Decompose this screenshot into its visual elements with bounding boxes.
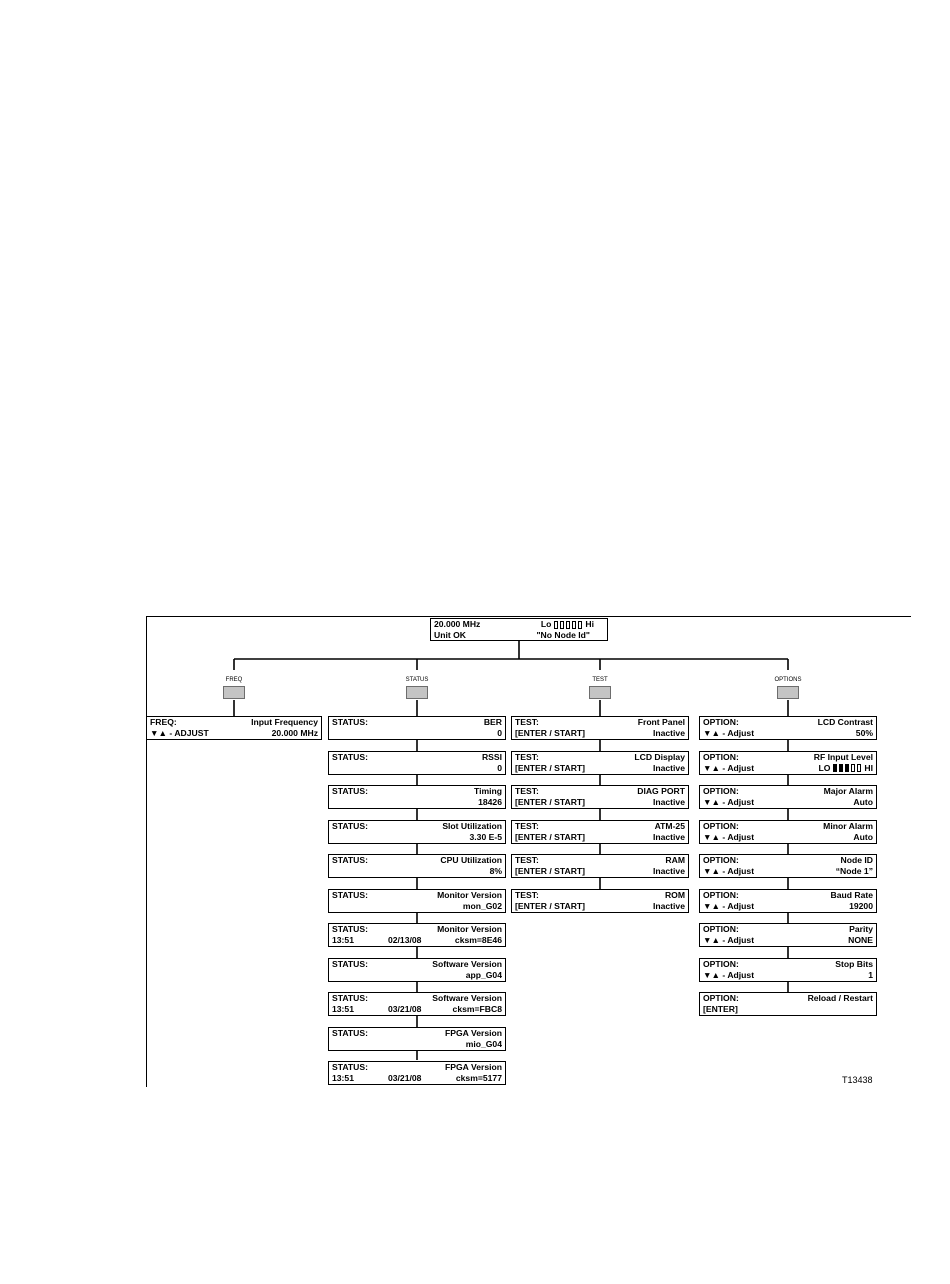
- test-state: Inactive: [652, 797, 685, 807]
- test-state: Inactive: [652, 762, 685, 773]
- status-display-5: [328, 889, 506, 913]
- display-row: [515, 717, 685, 728]
- display-row: [703, 935, 873, 946]
- display-row: [332, 970, 502, 981]
- status-value: 8%: [489, 866, 502, 876]
- display-row: [332, 1028, 502, 1039]
- test-title: TEST:: [515, 855, 539, 865]
- display-row: [703, 763, 873, 774]
- level-segment: [566, 621, 570, 629]
- status-title: STATUS:: [332, 786, 368, 796]
- status-display-3: [328, 820, 506, 844]
- display-row: [703, 901, 873, 912]
- display-row: [703, 832, 873, 843]
- option-item: RF Input Level: [813, 751, 873, 762]
- test-title: TEST:: [515, 889, 539, 900]
- option-display-8: [699, 992, 877, 1016]
- rf-level-segment: [839, 764, 843, 772]
- test-title: TEST:: [515, 717, 539, 727]
- display-row: [150, 728, 318, 739]
- display-row: [703, 959, 873, 970]
- status-display-1: [328, 751, 506, 775]
- test-state: Inactive: [652, 900, 685, 911]
- level-segment: [572, 621, 576, 629]
- status-title: STATUS:: [332, 1027, 368, 1038]
- status-value: cksm=FBC8: [452, 1004, 502, 1014]
- option-value: NONE: [848, 935, 873, 945]
- status-item: Slot Utilization: [442, 820, 502, 831]
- freq-value: 20.000 MHz: [271, 728, 318, 738]
- display-row: [515, 821, 685, 832]
- status-title: STATUS:: [332, 855, 368, 865]
- freq-title: FREQ:: [150, 717, 177, 727]
- display-row: [703, 797, 873, 808]
- option-display-3: [699, 820, 877, 844]
- freq-hint: ▼▲ - ADJUST: [150, 728, 209, 738]
- display-row: [150, 717, 318, 728]
- rf-hi-label: HI: [864, 762, 873, 773]
- rf-level-bars-icon: [833, 764, 861, 772]
- level-bars-icon: [554, 621, 582, 629]
- status-item: FPGA Version: [445, 1027, 502, 1038]
- option-hint: [ENTER]: [703, 1004, 738, 1014]
- option-hint: ▼▲ - Adjust: [703, 969, 755, 980]
- status-item: CPU Utilization: [440, 855, 502, 865]
- display-row: [515, 855, 685, 866]
- display-row: [515, 901, 685, 912]
- test-action: [ENTER / START]: [515, 728, 586, 738]
- status-title: STATUS:: [332, 993, 368, 1003]
- status-value: cksm=8E46: [454, 935, 502, 945]
- test-display-5: [511, 889, 689, 913]
- status-value: 18426: [478, 797, 502, 807]
- option-item: Parity: [849, 924, 873, 934]
- test-state: Inactive: [652, 728, 685, 738]
- display-row: [332, 717, 502, 728]
- option-hint: ▼▲ - Adjust: [703, 797, 755, 807]
- status-display-2: [328, 785, 506, 809]
- option-item: LCD Contrast: [817, 717, 873, 727]
- option-title: OPTION:: [703, 889, 739, 900]
- status-title: STATUS:: [332, 717, 368, 727]
- test-action: [ENTER / START]: [515, 900, 586, 911]
- option-item: Reload / Restart: [807, 993, 873, 1003]
- display-row: [515, 728, 685, 739]
- status-display-4: [328, 854, 506, 878]
- test-display-3: [511, 820, 689, 844]
- status-detail-left: [332, 1004, 421, 1015]
- status-key-label: STATUS: [405, 677, 429, 683]
- test-state: Inactive: [652, 831, 685, 842]
- display-row: [332, 821, 502, 832]
- option-title: OPTION:: [703, 855, 739, 865]
- option-title: OPTION:: [703, 786, 739, 796]
- level-lo-label: Lo: [540, 619, 552, 629]
- status-value: mio_G04: [465, 1038, 502, 1049]
- display-row: [332, 786, 502, 797]
- display-row: [515, 752, 685, 763]
- status-value: app_G04: [465, 969, 502, 980]
- level-segment: [554, 621, 558, 629]
- status-value: 0: [497, 728, 502, 738]
- test-display-2: [511, 785, 689, 809]
- display-row: [703, 855, 873, 866]
- option-item: Stop Bits: [835, 958, 873, 969]
- status-time: 13:51: [332, 1073, 354, 1083]
- display-row: [332, 763, 502, 774]
- status-item: RSSI: [481, 751, 502, 762]
- option-display-0: [699, 716, 877, 740]
- status-display-9: [328, 1027, 506, 1051]
- top-display-row-1: [434, 619, 604, 630]
- status-item: BER: [483, 717, 502, 727]
- display-row: [515, 890, 685, 901]
- display-row: [515, 786, 685, 797]
- test-item: DIAG PORT: [637, 786, 685, 796]
- test-item: Front Panel: [637, 717, 685, 727]
- display-row: [703, 786, 873, 797]
- status-display-10: [328, 1061, 506, 1085]
- test-item: ATM-25: [654, 820, 685, 831]
- option-hint: ▼▲ - Adjust: [703, 762, 755, 773]
- display-row: [515, 832, 685, 843]
- option-value: 50%: [855, 728, 873, 738]
- status-date: 02/13/08: [387, 935, 422, 945]
- freq-display: [146, 716, 322, 740]
- test-key-label: TEST: [592, 677, 608, 683]
- test-action: [ENTER / START]: [515, 797, 586, 807]
- status-title: STATUS:: [332, 1062, 368, 1072]
- display-row: [332, 959, 502, 970]
- option-title: OPTION:: [703, 958, 739, 969]
- test-key-button[interactable]: [589, 686, 611, 699]
- test-item: RAM: [665, 855, 685, 865]
- level-hi-label: Hi: [585, 619, 594, 629]
- frequency-readout: 20.000 MHz: [434, 619, 481, 629]
- options-key-button[interactable]: [777, 686, 799, 699]
- test-display-4: [511, 854, 689, 878]
- test-title: TEST:: [515, 820, 539, 831]
- test-action: [ENTER / START]: [515, 831, 586, 842]
- signal-level-meter: [541, 619, 594, 630]
- status-item: Timing: [473, 786, 502, 796]
- status-title: STATUS:: [332, 889, 368, 900]
- status-title: STATUS:: [332, 924, 368, 934]
- option-hint: ▼▲ - Adjust: [703, 866, 755, 876]
- display-row: [332, 855, 502, 866]
- node-id: "No Node Id": [536, 630, 590, 640]
- option-display-1: [699, 751, 877, 775]
- test-action: [ENTER / START]: [515, 762, 586, 773]
- top-display: [430, 618, 608, 641]
- display-row: [703, 970, 873, 981]
- test-title: TEST:: [515, 751, 539, 762]
- test-state: Inactive: [652, 866, 685, 876]
- option-hint: ▼▲ - Adjust: [703, 935, 755, 945]
- display-row: [515, 797, 685, 808]
- rf-level-segment: [833, 764, 837, 772]
- display-row: [703, 821, 873, 832]
- test-item: LCD Display: [634, 751, 685, 762]
- display-row: [515, 866, 685, 877]
- level-segment: [560, 621, 564, 629]
- status-item: Monitor Version: [437, 889, 502, 900]
- option-value: 1: [868, 969, 873, 980]
- status-title: STATUS:: [332, 958, 368, 969]
- status-value: cksm=5177: [455, 1073, 502, 1083]
- display-row: [332, 728, 502, 739]
- display-row: [332, 797, 502, 808]
- test-item: ROM: [664, 889, 685, 900]
- status-value: 3.30 E-5: [469, 831, 502, 842]
- test-action: [ENTER / START]: [515, 866, 586, 876]
- status-date: 03/21/08: [387, 1073, 422, 1083]
- option-title: OPTION:: [703, 993, 739, 1003]
- option-value: Auto: [853, 797, 873, 807]
- status-item: Software Version: [432, 993, 502, 1003]
- option-display-6: [699, 923, 877, 947]
- option-title: OPTION:: [703, 717, 739, 727]
- option-display-2: [699, 785, 877, 809]
- option-title: OPTION:: [703, 751, 739, 762]
- option-display-7: [699, 958, 877, 982]
- option-item: Minor Alarm: [823, 820, 873, 831]
- option-item: Baud Rate: [830, 889, 873, 900]
- option-value: 19200: [849, 900, 873, 911]
- display-row: [703, 890, 873, 901]
- status-time: 13:51: [332, 935, 354, 945]
- display-row: [332, 924, 502, 935]
- display-row: [332, 993, 502, 1004]
- option-display-5: [699, 889, 877, 913]
- rf-level-meter: [818, 763, 873, 774]
- option-hint: ▼▲ - Adjust: [703, 728, 755, 738]
- freq-key-label: FREQ: [225, 677, 243, 683]
- display-row: [332, 1039, 502, 1050]
- status-detail-left: [332, 1073, 421, 1084]
- option-display-4: [699, 854, 877, 878]
- option-value: Auto: [853, 831, 873, 842]
- display-row: [703, 717, 873, 728]
- display-row: [332, 866, 502, 877]
- status-display-8: [328, 992, 506, 1016]
- display-row: [332, 901, 502, 912]
- display-row: [703, 728, 873, 739]
- status-detail-left: [332, 935, 421, 946]
- option-title: OPTION:: [703, 924, 739, 934]
- unit-status: Unit OK: [434, 630, 466, 640]
- status-display-7: [328, 958, 506, 982]
- rf-level-segment: [851, 764, 855, 772]
- option-item: Major Alarm: [823, 786, 873, 796]
- status-title: STATUS:: [332, 751, 368, 762]
- test-display-1: [511, 751, 689, 775]
- display-row: [332, 935, 502, 946]
- display-row: [332, 1004, 502, 1015]
- display-row: [703, 752, 873, 763]
- top-display-row-2: [434, 630, 604, 641]
- display-row: [332, 752, 502, 763]
- display-row: [515, 763, 685, 774]
- display-row: [703, 1004, 873, 1015]
- display-row: [703, 866, 873, 877]
- display-row: [332, 1062, 502, 1073]
- status-time: 13:51: [332, 1004, 354, 1014]
- option-value: “Node 1”: [835, 866, 873, 876]
- status-item: Software Version: [432, 958, 502, 969]
- test-title: TEST:: [515, 786, 539, 796]
- rf-level-segment: [857, 764, 861, 772]
- rf-lo-label: LO: [818, 762, 831, 773]
- freq-label: Input Frequency: [251, 717, 318, 727]
- status-title: STATUS:: [332, 820, 368, 831]
- status-date: 03/21/08: [387, 1004, 422, 1014]
- option-item: Node ID: [840, 855, 873, 865]
- status-value: mon_G02: [462, 900, 502, 911]
- test-display-0: [511, 716, 689, 740]
- rf-level-segment: [845, 764, 849, 772]
- display-row: [703, 993, 873, 1004]
- option-title: OPTION:: [703, 820, 739, 831]
- status-item: FPGA Version: [445, 1062, 502, 1072]
- option-hint: ▼▲ - Adjust: [703, 831, 755, 842]
- display-row: [332, 890, 502, 901]
- status-value: 0: [497, 762, 502, 773]
- freq-key-button[interactable]: [223, 686, 245, 699]
- status-key-button[interactable]: [406, 686, 428, 699]
- status-display-0: [328, 716, 506, 740]
- options-key-label: OPTIONS: [774, 677, 802, 683]
- display-row: [332, 832, 502, 843]
- display-row: [332, 1073, 502, 1084]
- status-item: Monitor Version: [437, 924, 502, 934]
- option-hint: ▼▲ - Adjust: [703, 900, 755, 911]
- level-segment: [578, 621, 582, 629]
- display-row: [703, 924, 873, 935]
- status-display-6: [328, 923, 506, 947]
- figure-id: T13438: [842, 1075, 873, 1085]
